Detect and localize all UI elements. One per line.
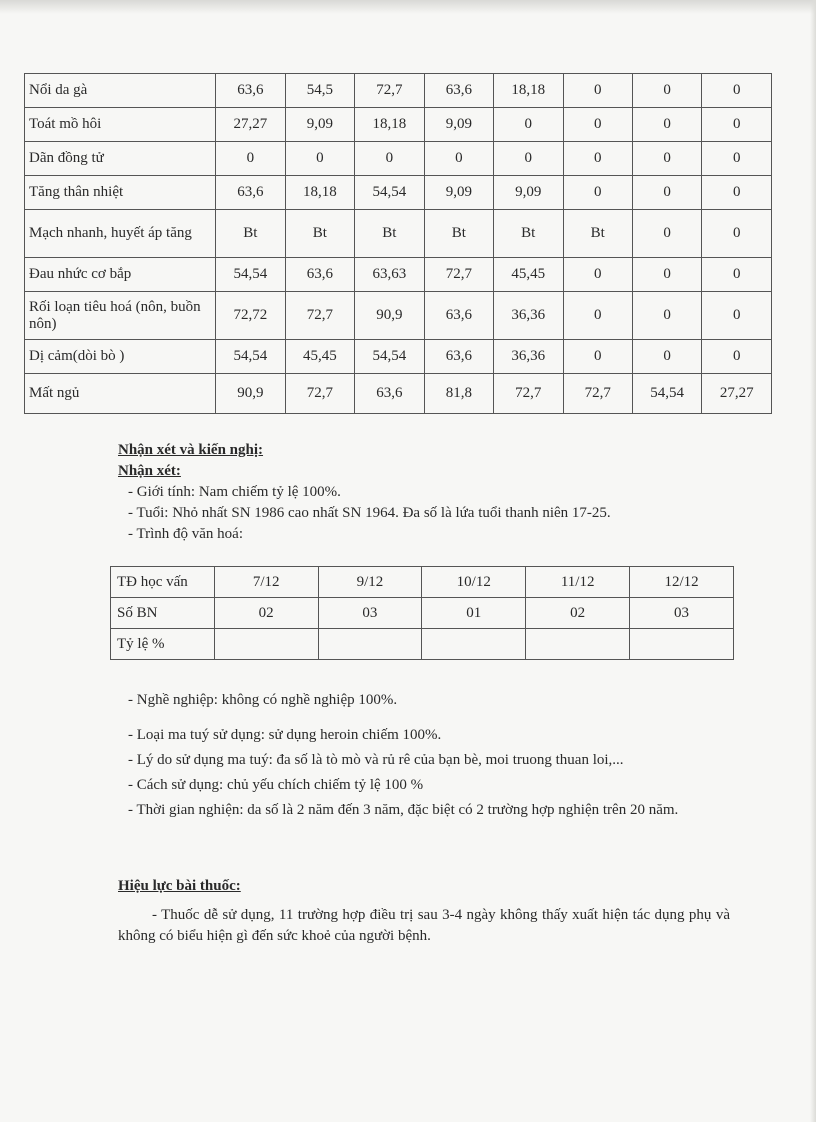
- symptom-value-cell: 27,27: [216, 108, 286, 142]
- education-count-cell: 03: [318, 598, 422, 629]
- symptom-value-cell: 63,6: [424, 74, 493, 108]
- symptom-value-cell: 9,09: [494, 176, 564, 210]
- education-level-cell: 10/12: [422, 567, 526, 598]
- symptom-value-cell: 0: [563, 74, 632, 108]
- symptom-row: [25, 340, 772, 374]
- symptom-value-cell: 0: [632, 292, 702, 340]
- symptom-value-cell: 36,36: [494, 292, 564, 340]
- symptom-value-cell: 0: [216, 142, 286, 176]
- symptom-value-cell: 0: [632, 74, 702, 108]
- education-percent-row: [111, 629, 734, 660]
- symptom-value-cell: 63,6: [216, 176, 286, 210]
- symptom-value-cell: 0: [494, 108, 564, 142]
- symptom-value-cell: 18,18: [285, 176, 355, 210]
- symptom-value-cell: 0: [702, 176, 772, 210]
- education-level-cell: 7/12: [214, 567, 318, 598]
- symptom-value-cell: 0: [702, 258, 772, 292]
- symptom-value-cell: 9,09: [424, 176, 493, 210]
- symptom-value-cell: 72,7: [563, 374, 632, 414]
- education-count-cell: 02: [214, 598, 318, 629]
- symptom-value-cell: 45,45: [285, 340, 355, 374]
- symptom-row: [25, 258, 772, 292]
- drug-type-line: - Loại ma tuý sử dụng: sử dụng heroin chiếm 100%.: [128, 727, 442, 743]
- symptom-value-cell: 0: [424, 142, 493, 176]
- symptom-row: [25, 374, 772, 414]
- observations-list: [128, 690, 728, 821]
- education-percent-cell: [630, 629, 734, 660]
- occupation-line: - Nghề nghiệp: không có nghề nghiệp 100%.: [128, 692, 398, 708]
- efficacy-heading: Hiệu lực bài thuốc:: [118, 878, 241, 894]
- symptom-row: [25, 74, 772, 108]
- symptom-value-cell: 18,18: [355, 108, 425, 142]
- symptom-value-cell: 0: [632, 142, 702, 176]
- symptom-row: [25, 108, 772, 142]
- symptom-value-cell: 72,7: [355, 74, 425, 108]
- symptom-value-cell: 0: [702, 142, 772, 176]
- symptom-label: Tăng thân nhiệt: [25, 176, 216, 210]
- symptom-row: [25, 142, 772, 176]
- efficacy-section: [118, 876, 730, 947]
- symptom-value-cell: 0: [563, 142, 632, 176]
- symptom-value-cell: Bt: [355, 210, 425, 258]
- symptom-value-cell: Bt: [285, 210, 355, 258]
- symptom-value-cell: 18,18: [494, 74, 564, 108]
- symptom-value-cell: 72,7: [285, 374, 355, 414]
- symptom-value-cell: 63,6: [424, 292, 493, 340]
- efficacy-text: - Thuốc dễ sử dụng, 11 trường hợp điều trị sau 3-4 ngày không thấy xuất hiện tác dụng phụ và không có biểu hiện gì đến sức khoẻ của người bệnh.: [118, 907, 730, 944]
- symptom-value-cell: 63,6: [424, 340, 493, 374]
- education-percent-cell: [526, 629, 630, 660]
- symptom-label: Đau nhức cơ bắp: [25, 258, 216, 292]
- remarks-section: [118, 440, 730, 545]
- symptom-label: Mạch nhanh, huyết áp tăng: [25, 210, 216, 258]
- symptom-value-cell: 90,9: [216, 374, 286, 414]
- symptom-value-cell: 0: [632, 108, 702, 142]
- education-count-cell: 01: [422, 598, 526, 629]
- symptom-row: [25, 176, 772, 210]
- symptom-value-cell: 0: [563, 176, 632, 210]
- symptom-value-cell: 54,54: [216, 258, 286, 292]
- symptom-value-cell: 63,63: [355, 258, 425, 292]
- education-count-row: [111, 598, 734, 629]
- education-level-cell: 12/12: [630, 567, 734, 598]
- symptom-value-cell: Bt: [424, 210, 493, 258]
- symptom-value-cell: 0: [702, 292, 772, 340]
- symptom-value-cell: 54,54: [216, 340, 286, 374]
- symptom-value-cell: 0: [702, 210, 772, 258]
- symptom-value-cell: 0: [285, 142, 355, 176]
- education-count-label: Số BN: [111, 598, 215, 629]
- reason-line: - Lý do sử dụng ma tuý: đa số là tò mò và rủ rê của bạn bè, moi truong thuan loi,...: [128, 752, 624, 768]
- scan-edge-right: [810, 0, 816, 1122]
- symptom-value-cell: 72,7: [494, 374, 564, 414]
- symptom-value-cell: 0: [563, 292, 632, 340]
- education-level-row: [111, 567, 734, 598]
- symptom-value-cell: 90,9: [355, 292, 425, 340]
- symptom-label: Rối loạn tiêu hoá (nôn, buồn nôn): [25, 292, 216, 340]
- symptom-value-cell: Bt: [494, 210, 564, 258]
- symptom-row: [25, 292, 772, 340]
- symptom-value-cell: 9,09: [424, 108, 493, 142]
- symptom-value-cell: 0: [563, 258, 632, 292]
- symptom-value-cell: 0: [563, 340, 632, 374]
- method-line: - Cách sử dụng: chủ yếu chích chiếm tỷ lệ 100 %: [128, 777, 424, 793]
- symptom-value-cell: 0: [632, 258, 702, 292]
- age-line: - Tuổi: Nhỏ nhất SN 1986 cao nhất SN 1964. Đa số là lứa tuổi thanh niên 17-25.: [128, 505, 611, 521]
- scan-edge-top: [0, 0, 816, 14]
- symptom-value-cell: 0: [494, 142, 564, 176]
- education-level-cell: 11/12: [526, 567, 630, 598]
- symptom-label: Dị cảm(dòi bò ): [25, 340, 216, 374]
- symptom-value-cell: 72,7: [285, 292, 355, 340]
- symptom-row: [25, 210, 772, 258]
- symptom-value-cell: 0: [702, 74, 772, 108]
- symptom-value-cell: 72,72: [216, 292, 286, 340]
- symptom-value-cell: 0: [632, 210, 702, 258]
- symptom-value-cell: 63,6: [355, 374, 425, 414]
- duration-line: - Thời gian nghiện: da số là 2 năm đến 3 năm, đặc biệt có 2 trường hợp nghiện trên 20 năm.: [128, 802, 679, 818]
- symptom-table-body: [25, 74, 772, 414]
- symptom-value-cell: 63,6: [216, 74, 286, 108]
- gender-line: - Giới tính: Nam chiếm tỷ lệ 100%.: [128, 484, 341, 500]
- symptom-value-cell: 54,54: [355, 340, 425, 374]
- symptom-value-cell: 0: [702, 340, 772, 374]
- education-count-cell: 02: [526, 598, 630, 629]
- symptom-value-cell: 54,54: [632, 374, 702, 414]
- symptom-value-cell: 9,09: [285, 108, 355, 142]
- education-table: [110, 566, 734, 660]
- symptom-label: Toát mồ hôi: [25, 108, 216, 142]
- education-header-label: TĐ học vấn: [111, 567, 215, 598]
- education-percent-cell: [318, 629, 422, 660]
- symptom-value-cell: Bt: [216, 210, 286, 258]
- symptom-value-cell: 0: [702, 108, 772, 142]
- symptom-value-cell: 81,8: [424, 374, 493, 414]
- remarks-heading: Nhận xét và kiến nghị:: [118, 442, 264, 458]
- education-percent-label: Tỷ lệ %: [111, 629, 215, 660]
- symptom-value-cell: 27,27: [702, 374, 772, 414]
- symptom-label: Nổi da gà: [25, 74, 216, 108]
- symptom-label: Mất ngủ: [25, 374, 216, 414]
- symptom-value-cell: 72,7: [424, 258, 493, 292]
- symptom-table: [24, 73, 772, 414]
- symptom-value-cell: 36,36: [494, 340, 564, 374]
- symptom-value-cell: 54,5: [285, 74, 355, 108]
- education-percent-cell: [214, 629, 318, 660]
- education-percent-cell: [422, 629, 526, 660]
- education-count-cell: 03: [630, 598, 734, 629]
- symptom-label: Dãn đồng tử: [25, 142, 216, 176]
- education-intro: - Trình độ văn hoá:: [128, 526, 244, 542]
- symptom-value-cell: 0: [632, 340, 702, 374]
- symptom-value-cell: Bt: [563, 210, 632, 258]
- symptom-value-cell: 45,45: [494, 258, 564, 292]
- symptom-value-cell: 0: [563, 108, 632, 142]
- remarks-subheading: Nhận xét:: [118, 463, 181, 479]
- symptom-value-cell: 54,54: [355, 176, 425, 210]
- education-level-cell: 9/12: [318, 567, 422, 598]
- symptom-value-cell: 63,6: [285, 258, 355, 292]
- symptom-value-cell: 0: [632, 176, 702, 210]
- symptom-value-cell: 0: [355, 142, 425, 176]
